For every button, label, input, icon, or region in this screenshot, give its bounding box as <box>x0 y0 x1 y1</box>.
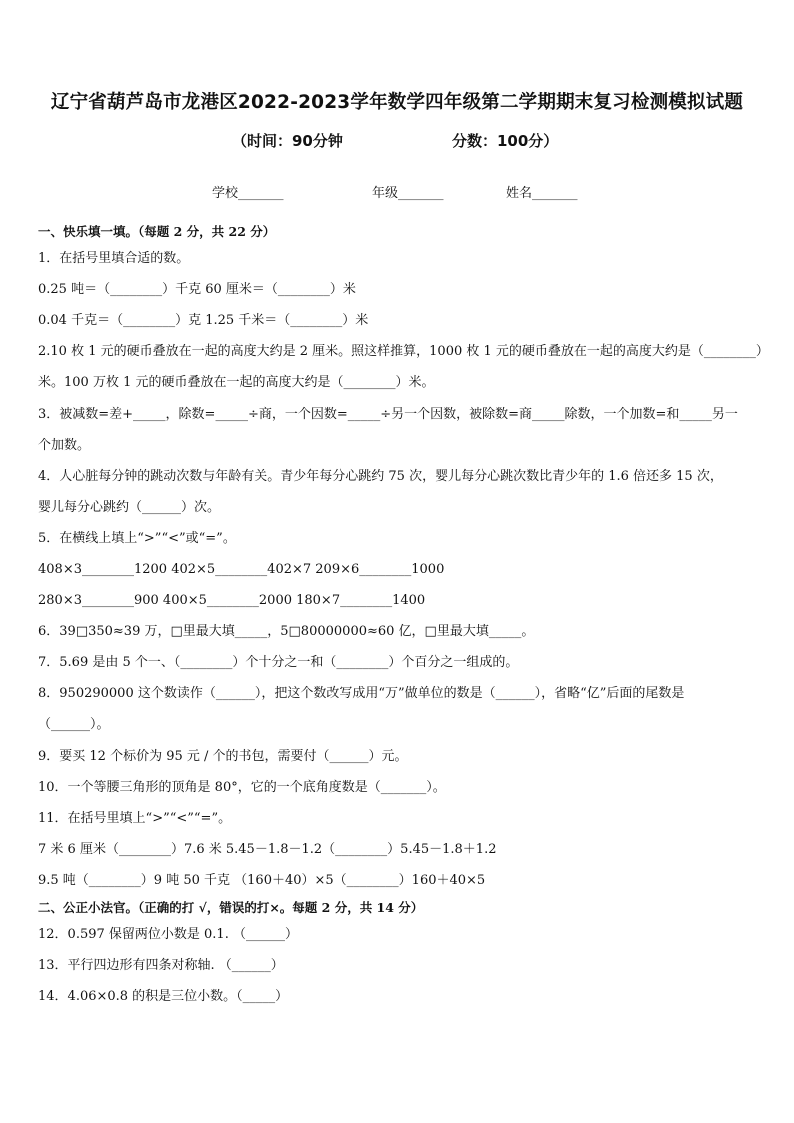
question-1-row-2: 0.04 千克＝（________）克 1.25 千米＝（________）米 <box>38 313 369 328</box>
question-11: 11．在括号里填上“>”“<”“=”。 <box>38 811 232 826</box>
question-4-line-2: 婴儿每分心跳约（______）次。 <box>38 500 221 515</box>
exam-time: （时间：90分钟 <box>232 132 343 150</box>
exam-score: 分数：100分） <box>452 132 559 150</box>
question-3-line-1: 3．被减数=差+_____，除数=_____÷商，一个因数=_____÷另一个因数，被除数=商_____除数，一个加数=和_____另一 <box>38 407 738 422</box>
school-field: 学校_______ <box>212 186 284 201</box>
question-3-line-2: 个加数。 <box>38 438 91 453</box>
question-5: 5．在横线上填上“>”“<”或“=”。 <box>38 531 236 546</box>
question-9: 9．要买 12 个标价为 95 元 / 个的书包，需要付（______）元。 <box>38 749 408 764</box>
question-11-row-2: 9.5 吨（________）9 吨 50 千克 （160＋40）×5（________）160＋40×5 <box>38 873 486 888</box>
question-4-line-1: 4．人心脏每分钟的跳动次数与年龄有关。青少年每分心跳约 75 次，婴儿每分心跳次数比青少年的 1.6 倍还多 15 次， <box>38 469 723 484</box>
question-2-line-2: 米。100 万枚 1 元的硬币叠放在一起的高度大约是（________）米。 <box>38 375 435 390</box>
question-13: 13．平行四边形有四条对称轴. （______） <box>38 958 284 973</box>
question-1: 1．在括号里填合适的数。 <box>38 251 190 266</box>
question-12: 12．0.597 保留两位小数是 0.1. （______） <box>38 927 298 942</box>
question-5-row-1: 408×3________1200 402×5________402×7 209×6________1000 <box>38 562 445 577</box>
exam-title: 辽宁省葫芦岛市龙港区2022-2023学年数学四年级第二学期期末复习检测模拟试题 <box>50 92 744 113</box>
name-field: 姓名_______ <box>506 186 578 201</box>
section-1-heading: 一、快乐填一填。（每题 2 分，共 22 分） <box>38 224 276 239</box>
question-6: 6．39□350≈39 万，□里最大填_____，5□80000000≈60 亿，□里最大填_____。 <box>38 624 535 639</box>
question-5-row-2: 280×3________900 400×5________2000 180×7________1400 <box>38 593 426 608</box>
question-2-line-1: 2.10 枚 1 元的硬币叠放在一起的高度大约是 2 厘米。照这样推算，1000 枚 1 元的硬币叠放在一起的高度大约是（________） <box>38 344 769 359</box>
question-8-line-1: 8．950290000 这个数读作（______），把这个数改写成用“万”做单位的数是（______），省略“亿”后面的尾数是 <box>38 686 685 701</box>
question-10: 10．一个等腰三角形的顶角是 80°，它的一个底角度数是（_______）。 <box>38 780 446 795</box>
question-1-row-1: 0.25 吨＝（________）千克 60 厘米＝（________）米 <box>38 282 356 297</box>
question-14: 14．4.06×0.8 的积是三位小数。（_____） <box>38 989 289 1004</box>
question-7: 7．5.69 是由 5 个一、（________）个十分之一和（________）个百分之一组成的。 <box>38 655 519 670</box>
section-2-heading: 二、公正小法官。（正确的打 √，错误的打×。每题 2 分，共 14 分） <box>38 900 424 915</box>
question-8-line-2: （______）。 <box>38 717 110 732</box>
question-11-row-1: 7 米 6 厘米（________）7.6 米 5.45－1.8－1.2（________）5.45－1.8＋1.2 <box>38 842 497 857</box>
grade-field: 年级_______ <box>372 186 444 201</box>
